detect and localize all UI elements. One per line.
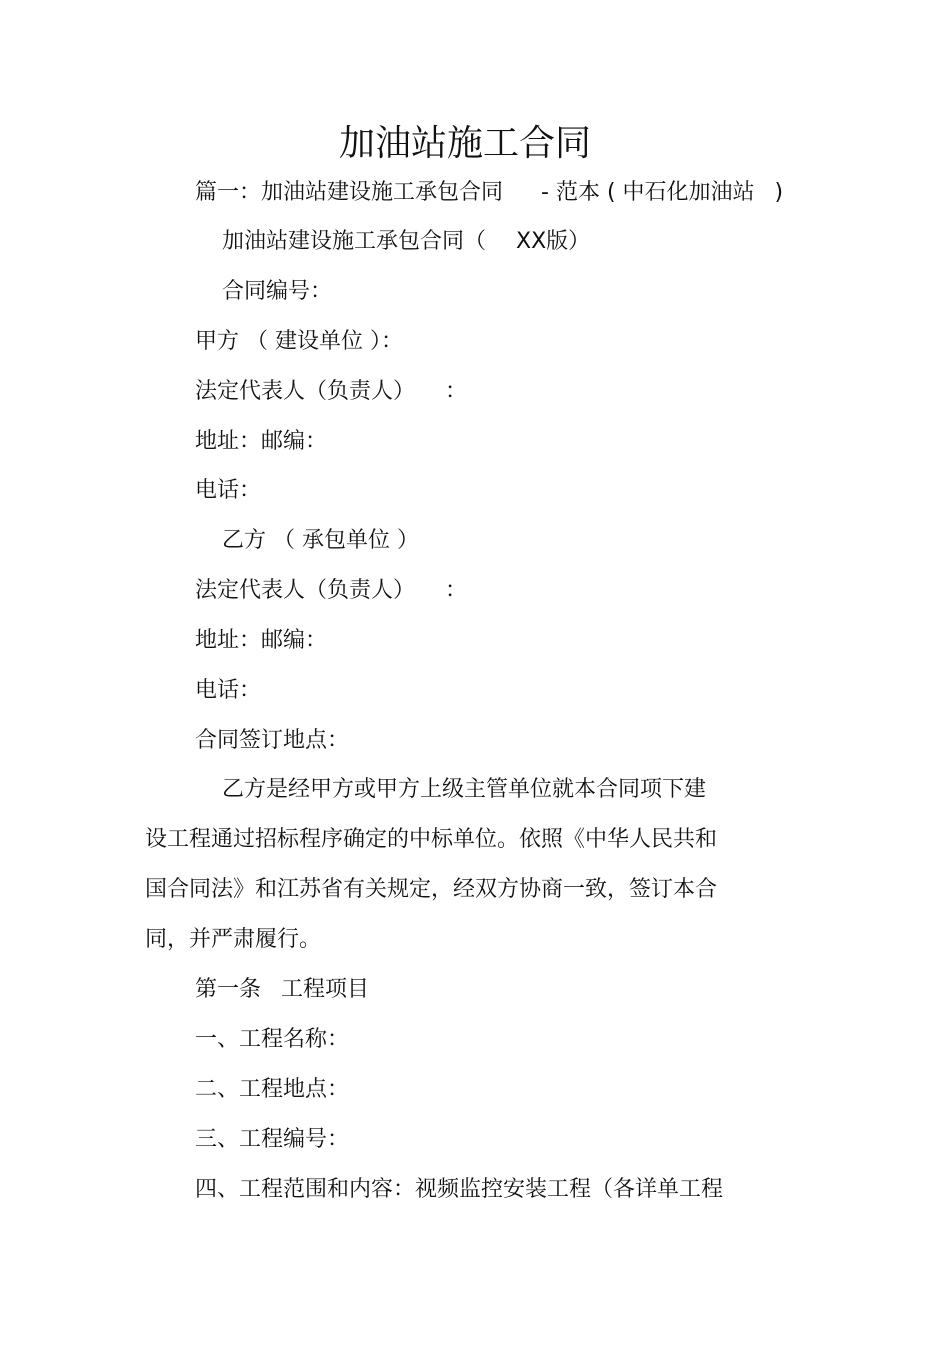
party-a-label: 甲方 （ 建设单位 ）：	[195, 329, 403, 354]
party-a-phone: 电话：	[195, 478, 262, 503]
paragraph-line-2: 设工程通过招标程序确定的中标单位。依照《中华人民共和	[145, 827, 718, 852]
article-one-heading	[195, 975, 369, 1005]
contract-subtitle-main: 加油站建设施工承包合同（	[222, 229, 487, 254]
paragraph-line-3: 国合同法》和江苏省有关规定，经双方协商一致，签订本合	[145, 877, 718, 902]
project-scope: 四、工程范围和内容：视频监控安装工程（各详单工程	[195, 1177, 724, 1202]
project-name: 一、工程名称：	[195, 1027, 350, 1052]
contract-subtitle	[222, 227, 590, 257]
party-a-address: 地址：邮编：	[195, 429, 328, 454]
party-a-representative-colon: ：	[445, 379, 468, 404]
signing-place: 合同签订地点：	[195, 728, 350, 753]
party-b-address: 地址：邮编：	[195, 628, 328, 653]
project-number: 三、工程编号：	[195, 1127, 350, 1152]
section-heading	[195, 178, 783, 208]
contract-subtitle-version: XX版）	[516, 229, 591, 254]
party-b-representative	[195, 576, 467, 606]
section-heading-close: )	[774, 180, 784, 205]
article-number: 第一条	[195, 977, 262, 1002]
party-b-representative-label: 法定代表人（负责人）	[195, 578, 416, 603]
article-title: 工程项目	[281, 977, 370, 1002]
party-b-phone: 电话：	[195, 678, 262, 703]
paragraph-line-4: 同，并严肃履行。	[145, 927, 322, 952]
party-b-label: 乙方 （ 承包单位 ）	[222, 528, 419, 553]
party-a-representative-label: 法定代表人（负责人）	[195, 379, 416, 404]
paragraph-line-1: 乙方是经甲方或甲方上级主管单位就本合同项下建	[222, 777, 707, 802]
document-title: 加油站施工合同	[338, 123, 591, 164]
party-b-representative-colon: ：	[445, 578, 468, 603]
party-a-representative	[195, 377, 467, 407]
section-heading-sample: - 范本 ( 中石化加油站	[541, 180, 755, 205]
project-location: 二、工程地点：	[195, 1077, 350, 1102]
contract-number-label: 合同编号：	[222, 279, 333, 304]
section-heading-main: 篇一：加油站建设施工承包合同	[195, 180, 504, 205]
